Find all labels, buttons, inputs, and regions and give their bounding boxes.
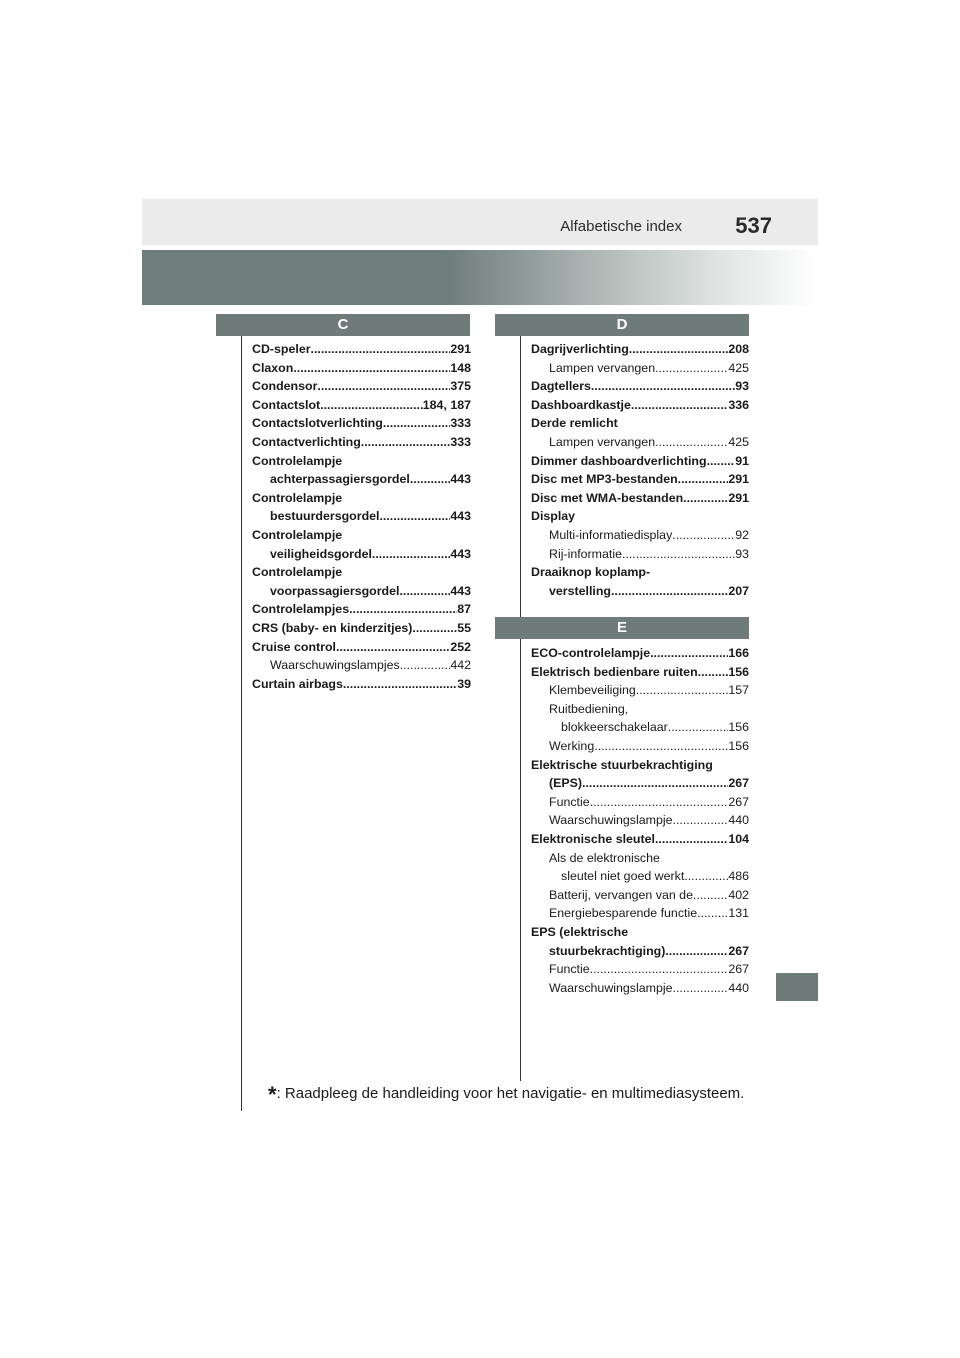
index-subentry-heading: Ruitbediening, — [549, 701, 629, 716]
index-subentry: sleutel niet goed werkt ..... 486 — [531, 867, 749, 886]
section-header-e: E — [495, 617, 749, 639]
index-entry: Elektronische sleutel ..... 104 — [531, 830, 749, 849]
index-entry: veiligheidsgordel ..... 443 — [252, 545, 471, 564]
index-column-e — [531, 644, 749, 997]
index-entry: Contactslotverlichting ..... 333 — [252, 414, 471, 433]
index-entry: Condensor ..... 375 — [252, 377, 471, 396]
index-entry: Claxon ..... 148 — [252, 359, 471, 378]
index-entry: (EPS) ..... 267 — [531, 774, 749, 793]
index-entry-heading: Controlelampje — [252, 565, 343, 580]
index-entry: stuurbekrachtiging) ..... 267 — [531, 942, 749, 961]
index-entry-heading: Derde remlicht — [531, 416, 618, 431]
footnote-marker: * — [268, 1082, 277, 1107]
header-band — [142, 199, 818, 245]
index-entry: verstelling ..... 207 — [531, 582, 749, 601]
section-header-c: C — [216, 314, 470, 336]
index-subentry: Rij-informatie ..... 93 — [531, 545, 749, 564]
index-entry: Curtain airbags ..... 39 — [252, 675, 471, 694]
index-subentry: Waarschuwingslampje ..... 440 — [531, 811, 749, 830]
index-entry: CD-speler ..... 291 — [252, 340, 471, 359]
index-entry-heading: Controlelampje — [252, 453, 343, 468]
index-subentry: Functie ..... 267 — [531, 793, 749, 812]
index-entry: Disc met MP3-bestanden ..... 291 — [531, 470, 749, 489]
index-entry: bestuurdersgordel ..... 443 — [252, 507, 471, 526]
index-subentry-heading: Als de elektronische — [549, 850, 660, 865]
section-header-d: D — [495, 314, 749, 336]
index-subentry: Klembeveiliging ..... 157 — [531, 681, 749, 700]
left-column-rule — [241, 336, 242, 1111]
index-entry-heading: Controlelampje — [252, 490, 343, 505]
footnote — [268, 1082, 744, 1108]
index-subentry: Energiebesparende functie ..... 131 — [531, 904, 749, 923]
index-subentry: Werking ..... 156 — [531, 737, 749, 756]
index-column-d — [531, 340, 749, 600]
chapter-side-tab — [776, 973, 818, 1001]
index-entry: Elektrisch bedienbare ruiten ..... 156 — [531, 663, 749, 682]
index-entry: Contactslot ..... 184, 187 — [252, 396, 471, 415]
index-entry: Dimmer dashboardverlichting ..... 91 — [531, 452, 749, 471]
index-entry: Dagrijverlichting ..... 208 — [531, 340, 749, 359]
header-gradient-bar — [142, 250, 818, 305]
index-entry: Cruise control ..... 252 — [252, 638, 471, 657]
index-entry: voorpassagiersgordel ..... 443 — [252, 582, 471, 601]
center-column-rule — [520, 336, 521, 1081]
index-subentry: Waarschuwingslampjes ..... 442 — [252, 656, 471, 675]
index-entry: CRS (baby- en kinderzitjes) ..... 55 — [252, 619, 471, 638]
index-entry-heading: Display — [531, 509, 576, 524]
index-subentry: Lampen vervangen ..... 425 — [531, 359, 749, 378]
index-subentry: Batterij, vervangen van de ..... 402 — [531, 886, 749, 905]
section-title: Alfabetische index — [560, 218, 682, 235]
index-entry: Contactverlichting ..... 333 — [252, 433, 471, 452]
index-entry-heading: Controlelampje — [252, 527, 343, 542]
index-entry-heading: EPS (elektrische — [531, 924, 629, 939]
index-entry: Disc met WMA-bestanden ..... 291 — [531, 489, 749, 508]
index-subentry: Multi-informatiedisplay ..... 92 — [531, 526, 749, 545]
index-entry-heading: Draaiknop koplamp- — [531, 565, 651, 580]
index-subentry: blokkeerschakelaar ..... 156 — [531, 718, 749, 737]
index-entry: Controlelampjes ..... 87 — [252, 600, 471, 619]
index-entry: achterpassagiersgordel ..... 443 — [252, 470, 471, 489]
page-number: 537 — [735, 213, 772, 238]
index-entry: ECO-controlelampje ..... 166 — [531, 644, 749, 663]
index-entry-heading: Elektrische stuurbekrachtiging — [531, 757, 713, 772]
index-column-c — [252, 340, 471, 693]
index-subentry: Functie ..... 267 — [531, 960, 749, 979]
index-entry: Dagtellers ..... 93 — [531, 377, 749, 396]
index-subentry: Waarschuwingslampje ..... 440 — [531, 979, 749, 998]
index-subentry: Lampen vervangen ..... 425 — [531, 433, 749, 452]
index-entry: Dashboardkastje ..... 336 — [531, 396, 749, 415]
footnote-text: : Raadpleeg de handleiding voor het navigatie- en multimediasysteem. — [276, 1085, 745, 1102]
